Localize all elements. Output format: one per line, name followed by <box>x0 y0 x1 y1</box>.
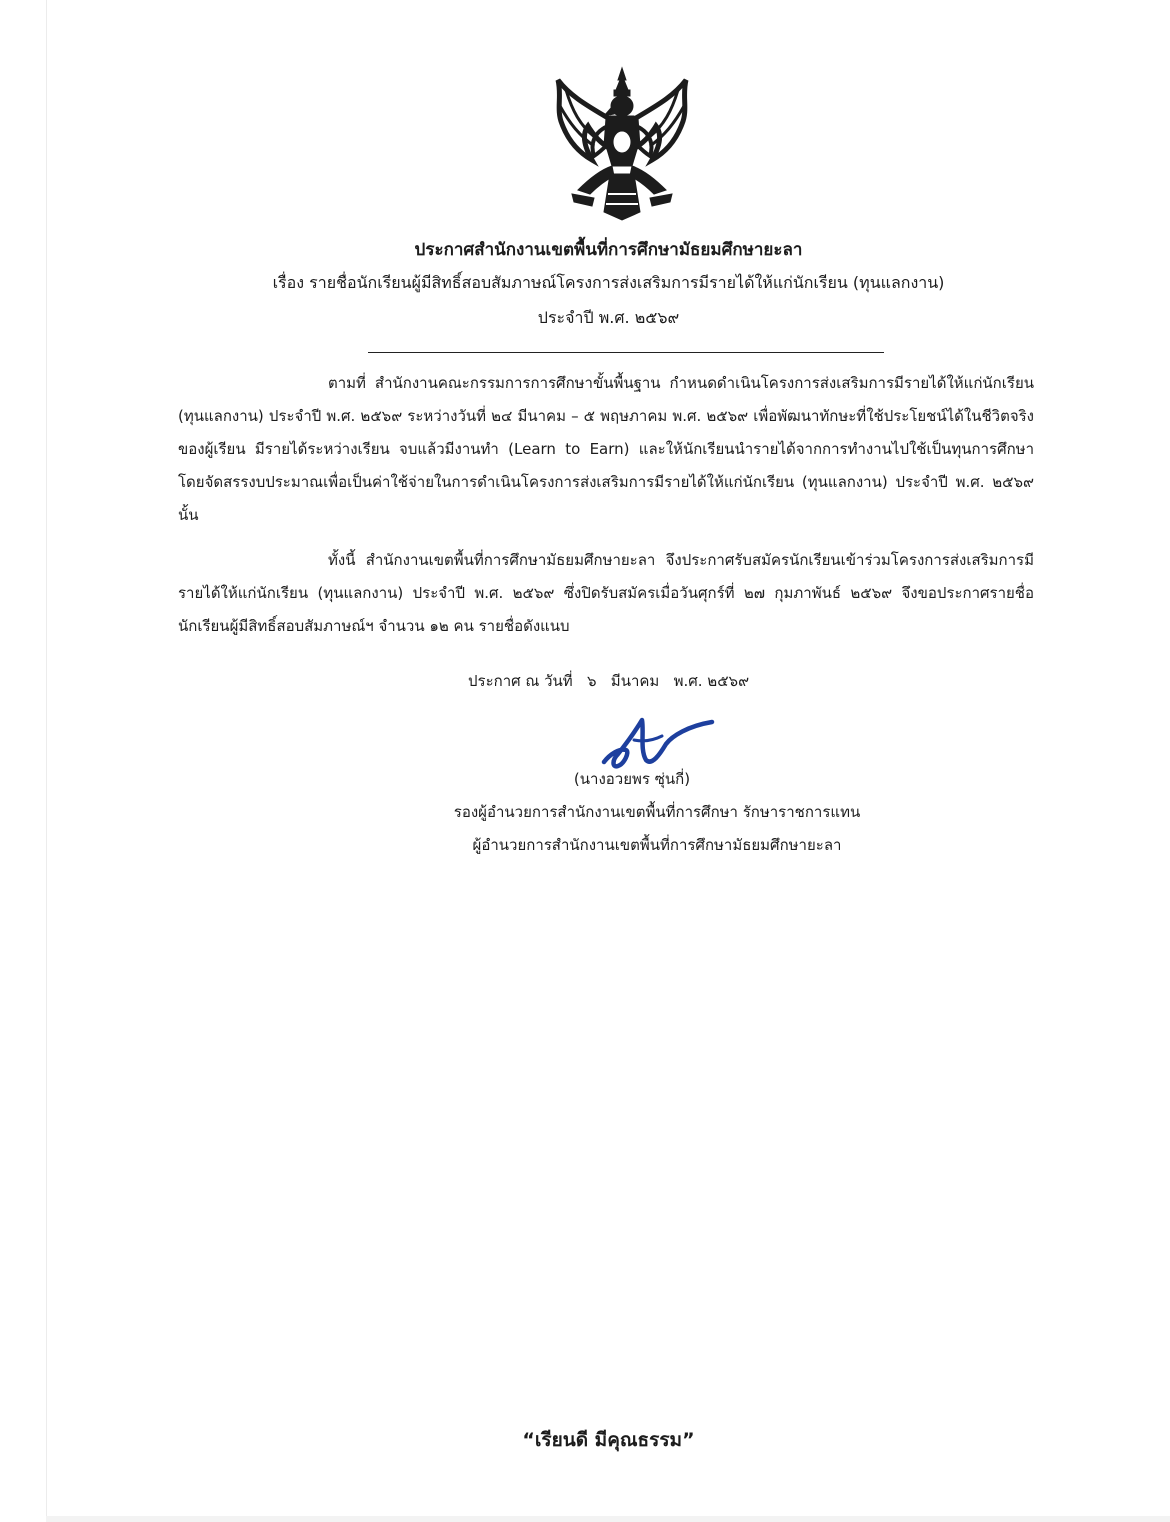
body-paragraph-2: ทั้งนี้ สำนักงานเขตพื้นที่การศึกษามัธยมศึกษายะลา จึงประกาศรับสมัครนักเรียนเข้าร่วมโครงการส่งเสริมการมีรายได้ให้แก่นักเรียน (ทุนแลกงาน) ประจำปี พ.ศ. ๒๕๖๙ ซึ่งปิดรับสมัครเมื่อวันศุกร์ที่ ๒๗ กุมภาพันธ์ ๒๕๖๙ จึงขอประกาศรายชื่อนักเรียนผู้มีสิทธิ์สอบสัมภาษณ์ฯ จำนวน ๑๒ คน รายชื่อดังแนบ <box>178 551 1034 635</box>
garuda-emblem-icon <box>548 66 696 222</box>
body-paragraph-1-block <box>178 367 1034 532</box>
footer-motto: “เรียนดี มีคุณธรรม” <box>522 1429 695 1451</box>
signatory-position-2: ผู้อำนวยการสำนักงานเขตพื้นที่การศึกษามัธยมศึกษายะลา <box>472 836 842 854</box>
page-bottom-edge <box>46 1516 1170 1522</box>
header-divider <box>368 352 884 353</box>
signatory-name: (นางอวยพร ซุ่นกี่) <box>573 770 691 788</box>
handwritten-signature <box>600 710 718 772</box>
announcement-title: ประกาศสำนักงานเขตพื้นที่การศึกษามัธยมศึกษายะลา <box>414 240 803 260</box>
body-paragraph-2-block <box>178 544 1034 643</box>
signatory-position-1: รองผู้อำนวยการสำนักงานเขตพื้นที่การศึกษา รักษาราชการแทน <box>453 803 861 821</box>
announcement-year: ประจำปี พ.ศ. ๒๕๖๙ <box>537 308 680 327</box>
body-paragraph-1: ตามที่ สำนักงานคณะกรรมการการศึกษาขั้นพื้นฐาน กำหนดดำเนินโครงการส่งเสริมการมีรายได้ให้แก่นักเรียน (ทุนแลกงาน) ประจำปี พ.ศ. ๒๕๖๙ ระหว่างวันที่ ๒๔ มีนาคม – ๕ พฤษภาคม พ.ศ. ๒๕๖๙ เพื่อพัฒนาทักษะที่ใช้ประโยชน์ได้ในชีวิตจริงของผู้เรียน มีรายได้ระหว่างเรียน จบแล้วมีงานทำ (Learn to Earn) และให้นักเรียนนำรายได้จากการทำงานไปใช้เป็นทุนการศึกษา โดยจัดสรรงบประมาณเพื่อเป็นค่าใช้จ่ายในการดำเนินโครงการส่งเสริมการมีรายได้ให้แก่นักเรียน (ทุนแลกงาน) ประจำปี พ.ศ. ๒๕๖๙ นั้น <box>178 374 1034 524</box>
announcement-date: ประกาศ ณ วันที่ ๖ มีนาคม พ.ศ. ๒๕๖๙ <box>468 672 750 690</box>
announcement-subject: เรื่อง รายชื่อนักเรียนผู้มีสิทธิ์สอบสัมภาษณ์โครงการส่งเสริมการมีรายได้ให้แก่นักเรียน (ทุนแลกงาน) <box>272 273 945 292</box>
page-margin <box>0 0 47 1522</box>
